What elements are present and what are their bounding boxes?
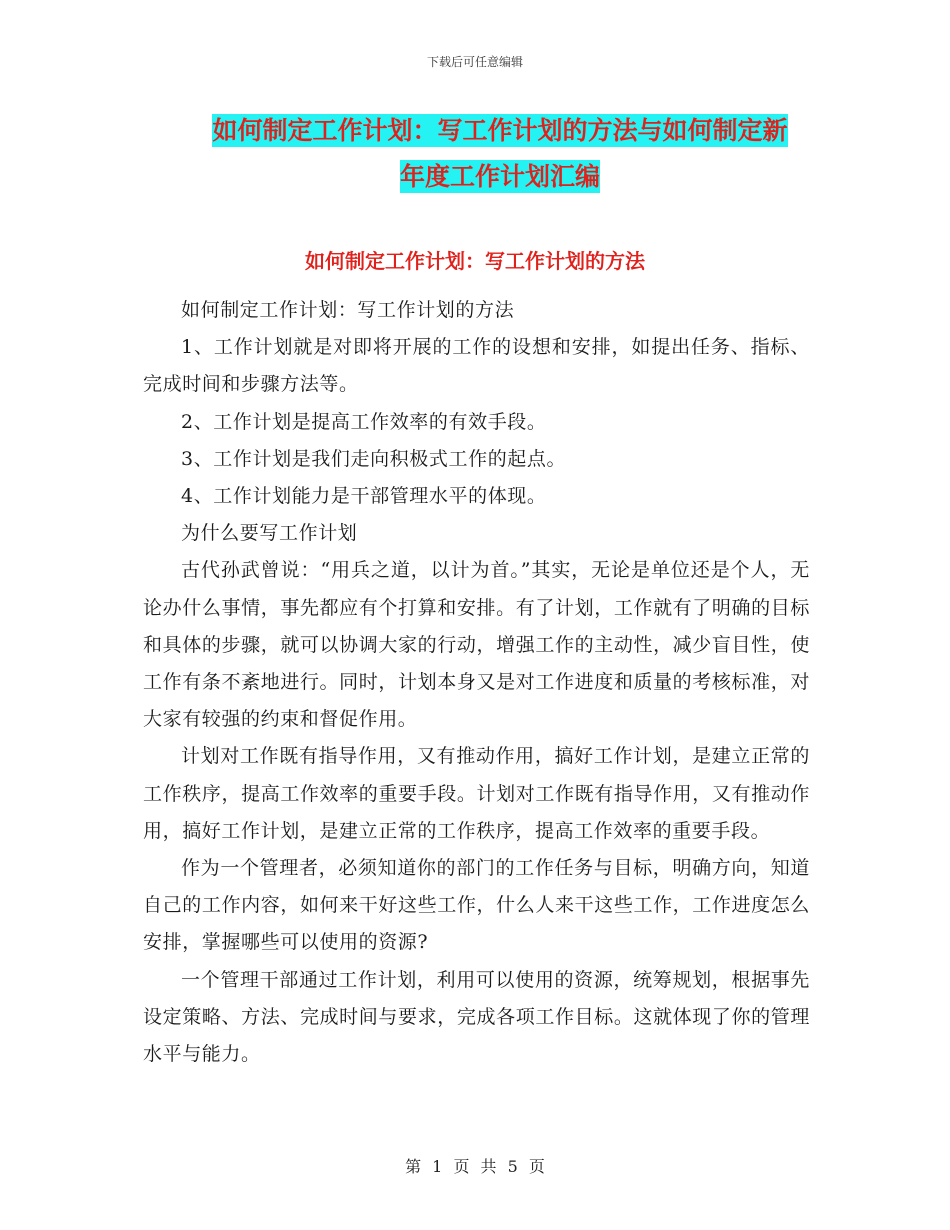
paragraph: 作为一个管理者，必须知道你的部门的工作任务与目标，明确方向，知道自己的工作内容，如何来干好这些工作，什么人来干这些工作，工作进度怎么安排，掌握哪些可以使用的资源? [143, 857, 810, 954]
paragraph: 如何制定工作计划：写工作计划的方法 [181, 299, 515, 321]
document-body [143, 292, 810, 1073]
paragraph: 2、工作计划是提高工作效率的有效手段。 [181, 410, 547, 433]
document-title-line-2: 年度工作计划汇编 [399, 162, 600, 191]
paragraph: 计划对工作既有指导作用，又有推动作用，搞好工作计划，是建立正常的工作秩序，提高工作效率的重要手段。计划对工作既有指导作用，又有推动作用，搞好工作计划，是建立正常的工作秩序，提高工作效率的重要手段。 [143, 745, 810, 842]
document-title [150, 108, 850, 200]
paragraph: 一个管理干部通过工作计划，利用可以使用的资源，统筹规划，根据事先设定策略、方法、完成时间与要求，完成各项工作目标。这就体现了你的管理水平与能力。 [143, 968, 810, 1066]
paragraph: 1、工作计划就是对即将开展的工作的设想和安排，如提出任务、指标、完成时间和步骤方法等。 [143, 336, 810, 396]
page-indicator: 第 1 页 共 5 页 [405, 1157, 545, 1176]
paragraph: 古代孙武曾说：“用兵之道，以计为首。”其实，无论是单位还是个人，无论办什么事情，事先都应有个打算和安排。有了计划，工作就有了明确的目标和具体的步骤，就可以协调大家的行动，增强工作的主动性，减少盲目性，使工作有条不紊地进行。同时，计划本身又是对工作进度和质量的考核标准，对大家有较强的约束和督促作用。 [143, 559, 810, 731]
paragraph: 4、工作计划能力是干部管理水平的体现。 [181, 485, 547, 508]
document-title-line-1: 如何制定工作计划：写工作计划的方法与如何制定新 [212, 116, 788, 145]
paragraph: 为什么要写工作计划 [181, 522, 358, 545]
section-title: 如何制定工作计划：写工作计划的方法 [305, 249, 645, 273]
header-note: 下载后可任意编辑 [426, 55, 523, 69]
paragraph: 3、工作计划是我们走向积极式工作的起点。 [181, 447, 567, 470]
